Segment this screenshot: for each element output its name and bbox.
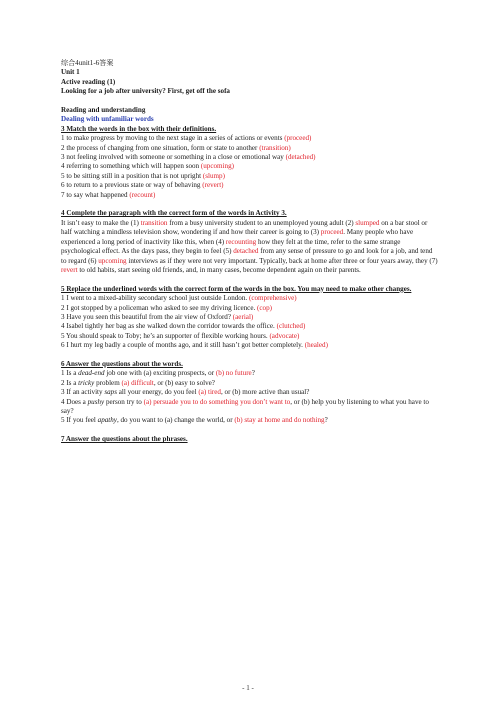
question-text: problem	[94, 378, 122, 387]
subheading: Dealing with unfamiliar words	[61, 115, 154, 124]
ex6-question-1	[61, 369, 439, 378]
exercise-4-heading: 4 Complete the paragraph with the correct form of the words in Activity 3.	[61, 209, 287, 218]
ex3-item	[61, 153, 439, 162]
question-answer: (a) difficult	[121, 378, 154, 387]
ex3-item	[61, 172, 439, 181]
question-text: person try to	[104, 397, 144, 406]
question-answer: (b) stay at home and do nothing	[234, 416, 325, 425]
article-title: Looking for a job after university? First, get off the sofa	[61, 87, 230, 96]
question-text: 5 If you feel	[61, 416, 98, 425]
ex5-item	[61, 294, 439, 303]
ex3-item-answer: (detached)	[285, 153, 316, 162]
ex3-item-answer: (revert)	[202, 181, 224, 190]
question-text: 2 Is a	[61, 378, 79, 387]
ex5-item	[61, 313, 439, 322]
question-mark: ?	[324, 416, 328, 425]
ex3-item-text: 4 referring to something which will happen soon	[61, 162, 200, 171]
ex3-item	[61, 134, 439, 143]
question-keyword: tricky	[78, 378, 95, 387]
exercise-5-heading: 5 Replace the underlined words with the correct form of the words in the box. You may need to make other changes.	[61, 284, 412, 293]
paragraph-text: on a bar stool or half watching a mindless television show, wondering if and how their career is going to (3)	[61, 218, 428, 237]
question-keyword: dead-end	[78, 369, 105, 378]
question-answer: (a) tired	[198, 388, 221, 397]
question-text: , or (b) more active than usual?	[220, 388, 310, 397]
ex3-item-text: 2 the process of changing from one situation, form or state to another	[61, 143, 258, 152]
exercise-4-paragraph	[61, 219, 439, 275]
paragraph-text: interviews as if they were not very important. Typically, back at home after three or four years away, they (7)	[126, 256, 438, 265]
exercise-7-heading: 7 Answer the questions about the phrases.	[61, 435, 188, 444]
ex5-item	[61, 332, 439, 341]
answer-6: upcoming	[98, 256, 127, 265]
ex3-item-answer: (recount)	[129, 190, 156, 199]
ex5-item-text: 5 You should speak to Toby; he’s an supporter of flexible working hours.	[61, 331, 268, 340]
ex3-item	[61, 144, 439, 153]
ex3-item-text: 7 to say what happened	[61, 190, 128, 199]
ex3-item-text: 1 to make progress by moving to the next stage in a series of actions or events	[61, 134, 283, 143]
question-text: 4 Does a	[61, 397, 88, 406]
question-text: , or (b) easy to solve?	[153, 378, 215, 387]
ex5-item	[61, 322, 439, 331]
exercise-3-heading: 3 Match the words in the box with their definitions.	[61, 124, 217, 133]
paragraph-text: from any sense of pressure to go and look for a job, and tend to regard (6)	[61, 247, 433, 265]
ex3-item-answer: (transition)	[259, 143, 291, 152]
section-heading: Active reading (1)	[61, 77, 116, 86]
ex3-item-text: 3 not feeling involved with someone or something in a close or emotional way	[61, 153, 284, 162]
ex3-item-answer: (slump)	[202, 171, 225, 180]
ex6-question-5	[61, 416, 439, 425]
paragraph-text: It isn’t easy to make the (1)	[61, 218, 141, 227]
reading-heading: Reading and understanding	[61, 106, 146, 115]
question-text: 1 Is a	[61, 369, 79, 378]
ex5-item-answer: (clutched)	[276, 322, 306, 331]
page-number: - 1 -	[242, 684, 254, 692]
answer-5: detached	[233, 247, 259, 256]
ex6-question-3	[61, 388, 439, 397]
ex3-item-text: 6 to return to a previous state or way of behaving	[61, 181, 201, 190]
ex6-question-2	[61, 379, 439, 388]
ex3-item	[61, 162, 439, 171]
ex5-item	[61, 341, 439, 350]
ex5-item	[61, 304, 439, 313]
ex5-item-text: 3 Have you seen this beautiful from the air view of Oxford?	[61, 312, 232, 321]
unit-heading: Unit 1	[61, 68, 80, 77]
answer-3: proceed	[320, 228, 344, 237]
question-keyword: apathy	[97, 416, 117, 425]
question-answer: (b) no future	[215, 369, 252, 378]
question-text: 3 If an activity	[61, 388, 105, 397]
ex5-item-answer: (advocate)	[269, 331, 300, 340]
paragraph-text: how they felt at the time, refer to the same strange psychological effect. As the days pass, they begin to feel (5)	[61, 237, 401, 256]
answer-7: revert	[61, 265, 78, 274]
doc-title: 综合4unit1-6答案	[61, 59, 114, 67]
ex5-item-answer: (healed)	[304, 341, 328, 350]
question-keyword: pushy	[87, 397, 105, 406]
paragraph-text: to old habits, start seeing old friends, and, in many cases, become dependent again on their parents.	[77, 265, 361, 274]
ex5-item-text: 4 Isabel tightly her bag as she walked down the corridor towards the office.	[61, 322, 275, 331]
paragraph-text: from a busy university student to an unemployed young adult (2)	[167, 218, 356, 227]
document-body	[61, 59, 439, 445]
ex5-item-answer: (comprehensive)	[248, 294, 297, 303]
question-text: , or (b) help you by listening to what you have to say?	[61, 397, 429, 415]
ex3-item-text: 5 to be sitting still in a position that is not upright	[61, 171, 202, 180]
ex3-item	[61, 191, 439, 200]
answer-1: transition	[140, 218, 168, 227]
question-keyword: saps	[104, 388, 117, 397]
exercise-6-heading: 6 Answer the questions about the words.	[61, 359, 183, 368]
question-text: , do you want to (a) change the world, or	[116, 416, 235, 425]
question-text: job one with (a) exciting prospects, or	[104, 369, 216, 378]
answer-4: recounting	[225, 237, 257, 246]
ex5-item-answer: (aerial)	[232, 312, 254, 321]
ex6-question-4	[61, 398, 439, 417]
ex3-item-answer: (upcoming)	[200, 162, 234, 171]
ex5-item-text: 6 I hurt my leg badly a couple of months ago, and it still hasn’t got better completely.	[61, 341, 303, 350]
answer-2: slumped	[355, 218, 380, 227]
question-answer: (a) persuade you to do something you don’t want to	[143, 397, 291, 406]
ex3-item-answer: (proceed)	[284, 134, 312, 143]
question-text: all your energy, do you feel	[116, 388, 199, 397]
ex5-item-answer: (cop)	[257, 303, 272, 312]
ex5-item-text: 1 I went to a mixed-ability secondary school just outside London.	[61, 294, 248, 303]
ex3-item	[61, 181, 439, 190]
ex5-item-text: 2 I got stopped by a policeman who asked to see my driving licence.	[61, 303, 256, 312]
paragraph-text: . Many people who have experienced a long period of inactivity like this, when (4)	[61, 228, 414, 246]
question-mark: ?	[251, 369, 255, 378]
